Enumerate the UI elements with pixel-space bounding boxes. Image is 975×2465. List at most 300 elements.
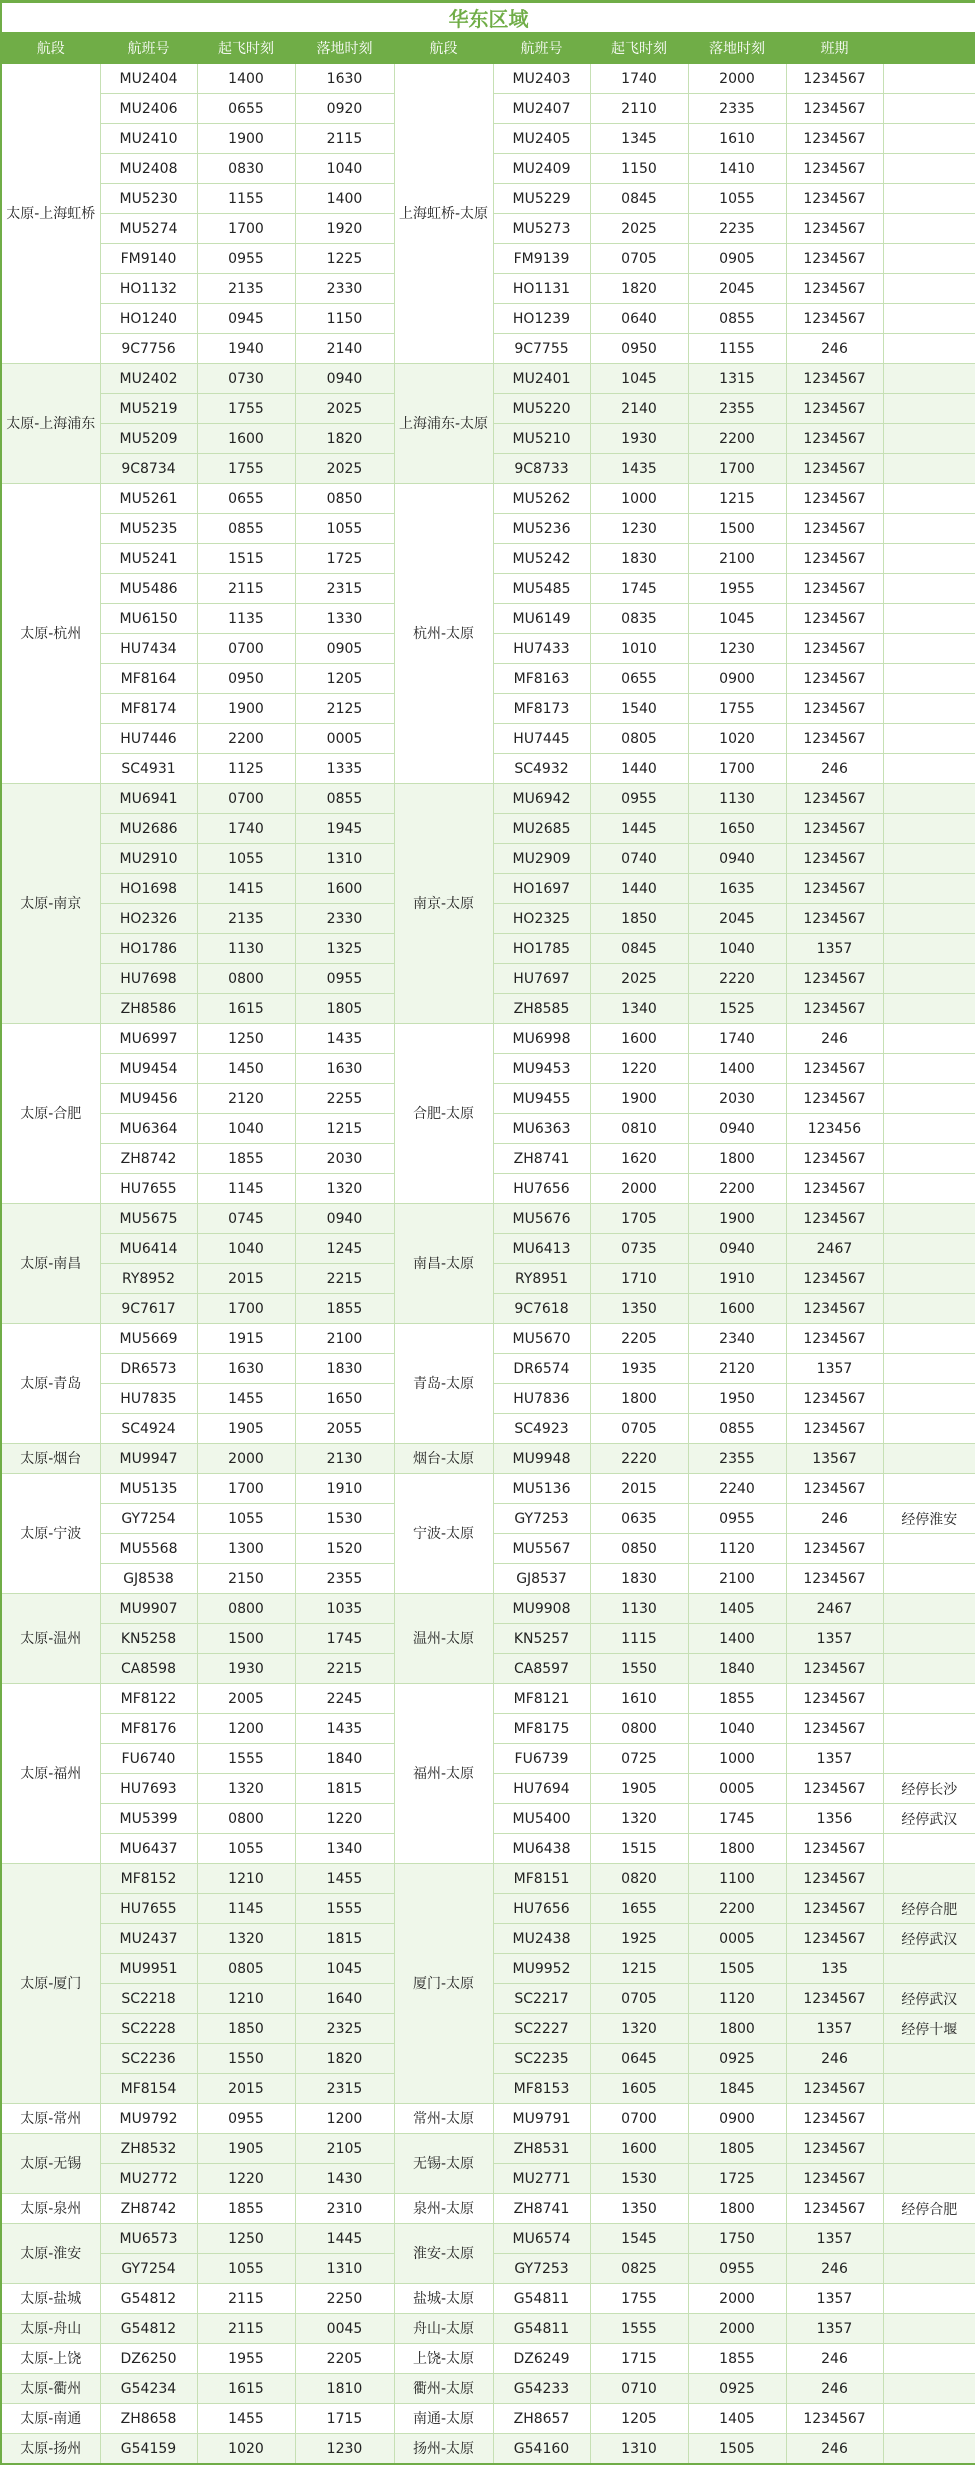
remarks	[883, 574, 975, 604]
table-row	[1, 784, 975, 814]
arrival-time: 1035	[295, 1594, 394, 1624]
return-flight-no: MU9791	[493, 2104, 590, 2134]
arrival-time: 1640	[295, 1984, 394, 2014]
schedule-days: 1234567	[786, 364, 883, 394]
schedule-days: 1234567	[786, 394, 883, 424]
return-flight-no: DR6574	[493, 1354, 590, 1384]
table-row	[1, 1444, 975, 1474]
remarks: 经停十堰	[883, 2014, 975, 2044]
remarks	[883, 2344, 975, 2374]
return-departure-time: 0800	[590, 1714, 688, 1744]
return-arrival-time: 0005	[688, 1774, 786, 1804]
arrival-time: 2245	[295, 1684, 394, 1714]
arrival-time: 1855	[295, 1294, 394, 1324]
return-departure-time: 0955	[590, 784, 688, 814]
return-flight-no: HU7697	[493, 964, 590, 994]
outbound-route: 太原-南京	[1, 784, 100, 1024]
return-route: 泉州-太原	[394, 2194, 493, 2224]
arrival-time: 1325	[295, 934, 394, 964]
arrival-time: 1820	[295, 424, 394, 454]
schedule-days: 1234567	[786, 904, 883, 934]
outbound-route: 太原-泉州	[1, 2194, 100, 2224]
departure-time: 1450	[197, 1054, 295, 1084]
return-flight-no: MU6942	[493, 784, 590, 814]
arrival-time: 1225	[295, 244, 394, 274]
flight-no: MU5261	[100, 484, 197, 514]
departure-time: 1905	[197, 1414, 295, 1444]
return-arrival-time: 1410	[688, 154, 786, 184]
return-arrival-time: 1840	[688, 1654, 786, 1684]
departure-time: 1855	[197, 2194, 295, 2224]
return-flight-no: MU5229	[493, 184, 590, 214]
schedule-days: 1357	[786, 2224, 883, 2254]
return-arrival-time: 1505	[688, 1954, 786, 1984]
remarks	[883, 154, 975, 184]
table-row	[1, 64, 975, 94]
schedule-days: 1234567	[786, 2134, 883, 2164]
schedule-days: 1234567	[786, 1714, 883, 1744]
outbound-route: 太原-青岛	[1, 1324, 100, 1444]
schedule-days: 1234567	[786, 484, 883, 514]
return-flight-no: ZH8585	[493, 994, 590, 1024]
flight-no: G54234	[100, 2374, 197, 2404]
flight-no: SC4931	[100, 754, 197, 784]
flight-no: MU2686	[100, 814, 197, 844]
departure-time: 1320	[197, 1924, 295, 1954]
flight-no: HU7655	[100, 1894, 197, 1924]
remarks	[883, 904, 975, 934]
return-departure-time: 1830	[590, 1564, 688, 1594]
arrival-time: 1820	[295, 2044, 394, 2074]
schedule-days: 135	[786, 1954, 883, 1984]
flight-no: CA8598	[100, 1654, 197, 1684]
return-departure-time: 1440	[590, 754, 688, 784]
schedule-days: 246	[786, 1504, 883, 1534]
return-departure-time: 1045	[590, 364, 688, 394]
schedule-days: 1234567	[786, 2404, 883, 2434]
arrival-time: 1910	[295, 1474, 394, 1504]
return-flight-no: GY7253	[493, 2254, 590, 2284]
return-flight-no: MU6413	[493, 1234, 590, 1264]
return-departure-time: 1705	[590, 1204, 688, 1234]
flight-no: ZH8658	[100, 2404, 197, 2434]
remarks	[883, 484, 975, 514]
return-flight-no: SC2227	[493, 2014, 590, 2044]
arrival-time: 1200	[295, 2104, 394, 2134]
arrival-time: 1400	[295, 184, 394, 214]
arrival-time: 1335	[295, 754, 394, 784]
return-departure-time: 2000	[590, 1174, 688, 1204]
return-departure-time: 1715	[590, 2344, 688, 2374]
schedule-days: 1234567	[786, 514, 883, 544]
table-row	[1, 2314, 975, 2344]
remarks: 经停合肥	[883, 1894, 975, 1924]
return-route: 舟山-太原	[394, 2314, 493, 2344]
departure-time: 1630	[197, 1354, 295, 1384]
arrival-time: 1430	[295, 2164, 394, 2194]
departure-time: 0730	[197, 364, 295, 394]
departure-time: 1155	[197, 184, 295, 214]
schedule-days: 1234567	[786, 634, 883, 664]
remarks	[883, 2404, 975, 2434]
return-flight-no: MU9952	[493, 1954, 590, 1984]
remarks: 经停淮安	[883, 1504, 975, 1534]
flight-no: 9C7756	[100, 334, 197, 364]
remarks	[883, 94, 975, 124]
flight-no: MU2772	[100, 2164, 197, 2194]
departure-time: 1615	[197, 994, 295, 1024]
flight-no: MU9947	[100, 1444, 197, 1474]
remarks	[883, 1204, 975, 1234]
return-route: 青岛-太原	[394, 1324, 493, 1444]
schedule-days: 1234567	[786, 424, 883, 454]
departure-time: 1515	[197, 544, 295, 574]
return-flight-no: MF8173	[493, 694, 590, 724]
outbound-route: 太原-烟台	[1, 1444, 100, 1474]
remarks	[883, 2374, 975, 2404]
remarks	[883, 1444, 975, 1474]
return-arrival-time: 1910	[688, 1264, 786, 1294]
return-flight-no: MU2438	[493, 1924, 590, 1954]
flight-no: DR6573	[100, 1354, 197, 1384]
remarks	[883, 124, 975, 154]
return-flight-no: MU6363	[493, 1114, 590, 1144]
outbound-route: 太原-常州	[1, 2104, 100, 2134]
return-arrival-time: 0955	[688, 2254, 786, 2284]
return-arrival-time: 1855	[688, 1684, 786, 1714]
return-arrival-time: 1725	[688, 2164, 786, 2194]
departure-time: 1040	[197, 1114, 295, 1144]
return-departure-time: 0725	[590, 1744, 688, 1774]
departure-time: 0800	[197, 1804, 295, 1834]
arrival-time: 1630	[295, 1054, 394, 1084]
return-departure-time: 0740	[590, 844, 688, 874]
flight-no: FM9140	[100, 244, 197, 274]
arrival-time: 1715	[295, 2404, 394, 2434]
outbound-route: 太原-舟山	[1, 2314, 100, 2344]
header-departure-time: 起飞时刻	[197, 33, 295, 64]
flight-no: HO2326	[100, 904, 197, 934]
return-arrival-time: 0905	[688, 244, 786, 274]
remarks	[883, 1294, 975, 1324]
return-route: 宁波-太原	[394, 1474, 493, 1594]
departure-time: 2000	[197, 1444, 295, 1474]
return-departure-time: 0810	[590, 1114, 688, 1144]
departure-time: 2150	[197, 1564, 295, 1594]
arrival-time: 1215	[295, 1114, 394, 1144]
return-flight-no: MU6574	[493, 2224, 590, 2254]
return-flight-no: MF8153	[493, 2074, 590, 2104]
return-arrival-time: 1855	[688, 2344, 786, 2374]
return-route: 南昌-太原	[394, 1204, 493, 1324]
schedule-days: 1357	[786, 2284, 883, 2314]
remarks	[883, 2164, 975, 2194]
departure-time: 2120	[197, 1084, 295, 1114]
schedule-days: 1234567	[786, 694, 883, 724]
flight-no: MU2408	[100, 154, 197, 184]
flight-no: MU5568	[100, 1534, 197, 1564]
arrival-time: 0855	[295, 784, 394, 814]
return-arrival-time: 1055	[688, 184, 786, 214]
return-departure-time: 1150	[590, 154, 688, 184]
schedule-days: 1234567	[786, 1564, 883, 1594]
schedule-days: 1234567	[786, 964, 883, 994]
return-departure-time: 1440	[590, 874, 688, 904]
return-departure-time: 1555	[590, 2314, 688, 2344]
flight-no: ZH8742	[100, 1144, 197, 1174]
return-route: 盐城-太原	[394, 2284, 493, 2314]
return-departure-time: 1745	[590, 574, 688, 604]
schedule-days: 246	[786, 1024, 883, 1054]
header-return-arrival-time: 落地时刻	[688, 33, 786, 64]
departure-time: 1755	[197, 454, 295, 484]
arrival-time: 1340	[295, 1834, 394, 1864]
schedule-days: 1234567	[786, 1414, 883, 1444]
return-departure-time: 1830	[590, 544, 688, 574]
schedule-days: 1357	[786, 1624, 883, 1654]
return-arrival-time: 2235	[688, 214, 786, 244]
flight-no: MU5230	[100, 184, 197, 214]
outbound-route: 太原-南通	[1, 2404, 100, 2434]
remarks	[883, 274, 975, 304]
schedule-days: 1356	[786, 1804, 883, 1834]
remarks	[883, 214, 975, 244]
flight-no: MU5135	[100, 1474, 197, 1504]
remarks	[883, 2074, 975, 2104]
return-arrival-time: 2100	[688, 1564, 786, 1594]
arrival-time: 2105	[295, 2134, 394, 2164]
departure-time: 1055	[197, 2254, 295, 2284]
outbound-route: 太原-衢州	[1, 2374, 100, 2404]
schedule-days: 1234567	[786, 1894, 883, 1924]
departure-time: 1250	[197, 2224, 295, 2254]
return-flight-no: ZH8531	[493, 2134, 590, 2164]
return-flight-no: MU5242	[493, 544, 590, 574]
arrival-time: 2330	[295, 904, 394, 934]
arrival-time: 2215	[295, 1264, 394, 1294]
remarks	[883, 1654, 975, 1684]
return-arrival-time: 1405	[688, 2404, 786, 2434]
departure-time: 1055	[197, 1834, 295, 1864]
return-departure-time: 0805	[590, 724, 688, 754]
return-departure-time: 0850	[590, 1534, 688, 1564]
departure-time: 1250	[197, 1024, 295, 1054]
return-flight-no: 9C8733	[493, 454, 590, 484]
flight-no: SC4924	[100, 1414, 197, 1444]
departure-time: 1055	[197, 844, 295, 874]
remarks	[883, 2224, 975, 2254]
return-departure-time: 0700	[590, 2104, 688, 2134]
remarks	[883, 2434, 975, 2465]
flight-no: HO1240	[100, 304, 197, 334]
schedule-days: 1234567	[786, 574, 883, 604]
flight-no: MU6941	[100, 784, 197, 814]
schedule-days: 246	[786, 334, 883, 364]
remarks	[883, 1084, 975, 1114]
return-arrival-time: 1800	[688, 1834, 786, 1864]
return-departure-time: 1000	[590, 484, 688, 514]
return-departure-time: 2015	[590, 1474, 688, 1504]
table-row	[1, 2194, 975, 2224]
return-flight-no: HO1131	[493, 274, 590, 304]
return-departure-time: 1445	[590, 814, 688, 844]
departure-time: 1210	[197, 1864, 295, 1894]
schedule-days: 1234567	[786, 724, 883, 754]
schedule-days: 1234567	[786, 1684, 883, 1714]
remarks	[883, 1534, 975, 1564]
arrival-time: 2025	[295, 454, 394, 484]
flight-no: DZ6250	[100, 2344, 197, 2374]
arrival-time: 1310	[295, 2254, 394, 2284]
return-departure-time: 0645	[590, 2044, 688, 2074]
flight-no: MU5274	[100, 214, 197, 244]
table-row	[1, 1324, 975, 1354]
return-route: 常州-太原	[394, 2104, 493, 2134]
return-departure-time: 1740	[590, 64, 688, 94]
arrival-time: 2255	[295, 1084, 394, 1114]
arrival-time: 0905	[295, 634, 394, 664]
schedule-days: 1234567	[786, 154, 883, 184]
departure-time: 1220	[197, 2164, 295, 2194]
flight-no: GY7254	[100, 1504, 197, 1534]
arrival-time: 1205	[295, 664, 394, 694]
return-departure-time: 0655	[590, 664, 688, 694]
table-row	[1, 2434, 975, 2465]
departure-time: 2135	[197, 274, 295, 304]
arrival-time: 2315	[295, 2074, 394, 2104]
remarks	[883, 934, 975, 964]
departure-time: 1855	[197, 1144, 295, 1174]
remarks	[883, 2284, 975, 2314]
return-flight-no: FM9139	[493, 244, 590, 274]
schedule-days: 1234567	[786, 64, 883, 94]
remarks: 经停武汉	[883, 1984, 975, 2014]
flight-no: MU2410	[100, 124, 197, 154]
return-arrival-time: 0940	[688, 1114, 786, 1144]
return-departure-time: 2025	[590, 964, 688, 994]
arrival-time: 0850	[295, 484, 394, 514]
flight-no: MU5219	[100, 394, 197, 424]
flight-no: GY7254	[100, 2254, 197, 2284]
return-flight-no: MU6998	[493, 1024, 590, 1054]
return-departure-time: 1935	[590, 1354, 688, 1384]
departure-time: 0700	[197, 784, 295, 814]
return-arrival-time: 1800	[688, 2194, 786, 2224]
flight-no: G54159	[100, 2434, 197, 2465]
return-flight-no: MU6149	[493, 604, 590, 634]
return-arrival-time: 1120	[688, 1534, 786, 1564]
flight-no: KN5258	[100, 1624, 197, 1654]
flight-no: MU6437	[100, 1834, 197, 1864]
arrival-time: 1555	[295, 1894, 394, 1924]
return-departure-time: 1340	[590, 994, 688, 1024]
return-flight-no: MU9453	[493, 1054, 590, 1084]
departure-time: 1615	[197, 2374, 295, 2404]
schedule-days: 246	[786, 2374, 883, 2404]
header-schedule-days: 班期	[786, 33, 883, 64]
return-arrival-time: 1700	[688, 754, 786, 784]
flight-no: G54812	[100, 2284, 197, 2314]
return-departure-time: 1655	[590, 1894, 688, 1924]
flight-no: MU6414	[100, 1234, 197, 1264]
departure-time: 1210	[197, 1984, 295, 2014]
flight-no: HU7693	[100, 1774, 197, 1804]
departure-time: 1700	[197, 1474, 295, 1504]
departure-time: 1455	[197, 1384, 295, 1414]
schedule-days: 1234567	[786, 1294, 883, 1324]
outbound-route: 太原-盐城	[1, 2284, 100, 2314]
return-arrival-time: 2355	[688, 1444, 786, 1474]
flight-no: MF8152	[100, 1864, 197, 1894]
return-arrival-time: 1215	[688, 484, 786, 514]
return-arrival-time: 1845	[688, 2074, 786, 2104]
arrival-time: 1745	[295, 1624, 394, 1654]
return-flight-no: MU5567	[493, 1534, 590, 1564]
arrival-time: 1945	[295, 814, 394, 844]
departure-time: 1500	[197, 1624, 295, 1654]
remarks	[883, 1834, 975, 1864]
flight-no: FU6740	[100, 1744, 197, 1774]
return-flight-no: MU9948	[493, 1444, 590, 1474]
return-route: 无锡-太原	[394, 2134, 493, 2194]
departure-time: 1915	[197, 1324, 295, 1354]
return-arrival-time: 1500	[688, 514, 786, 544]
remarks	[883, 604, 975, 634]
schedule-days: 1234567	[786, 1924, 883, 1954]
return-flight-no: HU7433	[493, 634, 590, 664]
flight-no: SC2228	[100, 2014, 197, 2044]
schedule-days: 1234567	[786, 244, 883, 274]
flight-no: HO1132	[100, 274, 197, 304]
return-flight-no: HU7656	[493, 1894, 590, 1924]
schedule-days: 1234567	[786, 544, 883, 574]
return-flight-no: 9C7618	[493, 1294, 590, 1324]
remarks	[883, 1624, 975, 1654]
return-arrival-time: 0955	[688, 1504, 786, 1534]
schedule-days: 1234567	[786, 2194, 883, 2224]
remarks	[883, 1054, 975, 1084]
return-arrival-time: 1040	[688, 934, 786, 964]
return-flight-no: MU2403	[493, 64, 590, 94]
schedule-days: 246	[786, 754, 883, 784]
departure-time: 0745	[197, 1204, 295, 1234]
return-flight-no: HO1785	[493, 934, 590, 964]
arrival-time: 1245	[295, 1234, 394, 1264]
arrival-time: 1330	[295, 604, 394, 634]
return-arrival-time: 1155	[688, 334, 786, 364]
remarks	[883, 1564, 975, 1594]
departure-time: 1125	[197, 754, 295, 784]
arrival-time: 2115	[295, 124, 394, 154]
remarks	[883, 184, 975, 214]
arrival-time: 1150	[295, 304, 394, 334]
flight-no: ZH8532	[100, 2134, 197, 2164]
arrival-time: 1600	[295, 874, 394, 904]
return-arrival-time: 2045	[688, 274, 786, 304]
schedule-days: 1234567	[786, 1264, 883, 1294]
schedule-days: 1234567	[786, 1534, 883, 1564]
departure-time: 2115	[197, 2314, 295, 2344]
table-row	[1, 1024, 975, 1054]
arrival-time: 1435	[295, 1714, 394, 1744]
return-departure-time: 0710	[590, 2374, 688, 2404]
flight-no: MU6573	[100, 2224, 197, 2254]
return-route: 杭州-太原	[394, 484, 493, 784]
departure-time: 0655	[197, 484, 295, 514]
table-row	[1, 2344, 975, 2374]
departure-time: 1940	[197, 334, 295, 364]
return-arrival-time: 1745	[688, 1804, 786, 1834]
